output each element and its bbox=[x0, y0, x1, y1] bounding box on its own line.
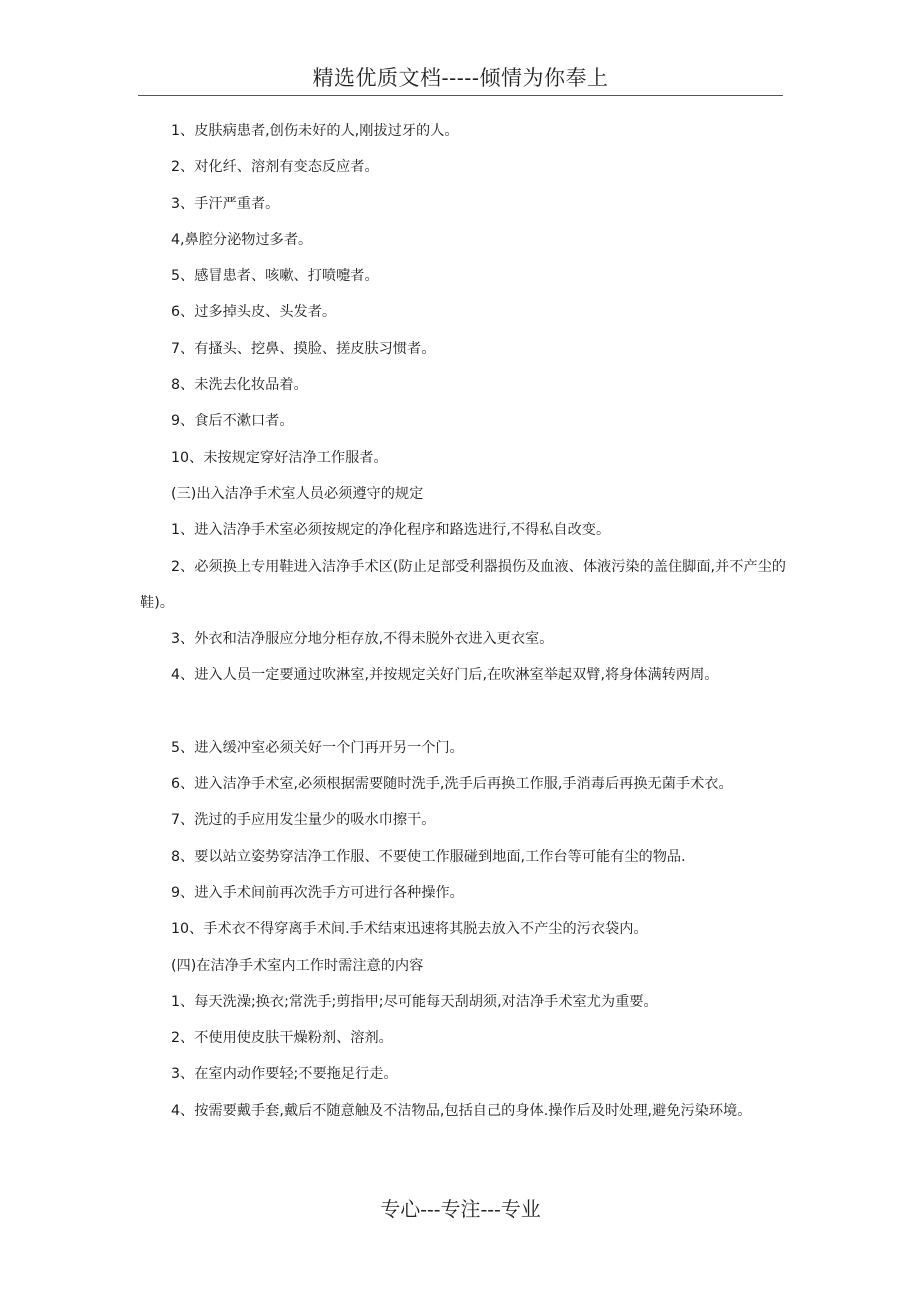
list-item: 1、皮肤病患者,创伤未好的人,刚拔过牙的人。 bbox=[171, 123, 459, 139]
list-item: 4、按需要戴手套,戴后不随意触及不洁物品,包括自己的身体.操作后及时处理,避免污染环境。 bbox=[171, 1102, 752, 1119]
list-item: 6、过多掉头皮、头发者。 bbox=[171, 304, 337, 321]
list-item: 8、要以站立姿势穿洁净工作服、不要使工作服碰到地面,工作台等可能有尘的物品. bbox=[171, 848, 686, 865]
list-item: 5、感冒患者、咳嗽、打喷嚏者。 bbox=[171, 268, 379, 285]
list-item: 1、进入洁净手术室必须按规定的净化程序和路选进行,不得私自改变。 bbox=[171, 522, 611, 539]
section-heading: (四)在洁净手术室内工作时需注意的内容 bbox=[171, 957, 424, 974]
page-footer-text: 专心---专注---专业 bbox=[380, 1197, 541, 1221]
document-body bbox=[140, 113, 790, 1129]
list-item: 7、有搔头、挖鼻、摸脸、搓皮肤习惯者。 bbox=[171, 340, 436, 357]
list-item: 9、进入手术间前再次洗手方可进行各种操作。 bbox=[171, 884, 464, 901]
list-item: 2、对化纤、溶剂有变态反应者。 bbox=[171, 159, 379, 176]
list-item: 7、洗过的手应用发尘量少的吸水巾擦干。 bbox=[171, 812, 436, 829]
list-item: 1、每天洗澡;换衣;常洗手;剪指甲;尽可能每天刮胡须,对洁净手术室尤为重要。 bbox=[171, 993, 658, 1010]
page-header-title: 精选优质文档-----倾情为你奉上 bbox=[312, 66, 609, 90]
blank-line bbox=[140, 694, 790, 730]
header-divider bbox=[138, 95, 783, 96]
list-item: 3、外衣和洁净服应分地分柜存放,不得未脱外衣进入更衣室。 bbox=[171, 631, 554, 648]
list-item: 3、在室内动作要轻;不要拖足行走。 bbox=[171, 1066, 398, 1083]
list-item: 10、未按规定穿好洁净工作服者。 bbox=[171, 449, 388, 466]
list-item: 3、手汗严重者。 bbox=[171, 195, 280, 212]
list-item: 10、手术衣不得穿离手术间.手术结束迅速将其脱去放入不产尘的污衣袋内。 bbox=[171, 921, 648, 938]
list-item: 4,鼻腔分泌物过多者。 bbox=[171, 231, 313, 248]
list-item: 2、不使用使皮肤干燥粉剂、溶剂。 bbox=[171, 1030, 393, 1047]
list-item: 9、食后不漱口者。 bbox=[171, 413, 294, 430]
list-item: 4、进入人员一定要通过吹淋室,并按规定关好门后,在吹淋室举起双臂,将身体满转两周。 bbox=[171, 667, 719, 684]
list-item: 5、进入缓冲室必须关好一个门再开另一个门。 bbox=[171, 739, 464, 756]
list-item: 2、必须换上专用鞋进入洁净手术区(防止足部受利器损伤及血液、体液污染的盖住脚面,并不产尘的鞋)。 bbox=[140, 558, 786, 611]
list-item: 6、进入洁净手术室,必须根据需要随时洗手,洗手后再换工作服,手消毒后再换无菌手术衣。 bbox=[171, 776, 733, 793]
section-heading: (三)出入洁净手术室人员必须遵守的规定 bbox=[171, 485, 424, 502]
list-item: 8、未洗去化妆品着。 bbox=[171, 377, 308, 394]
